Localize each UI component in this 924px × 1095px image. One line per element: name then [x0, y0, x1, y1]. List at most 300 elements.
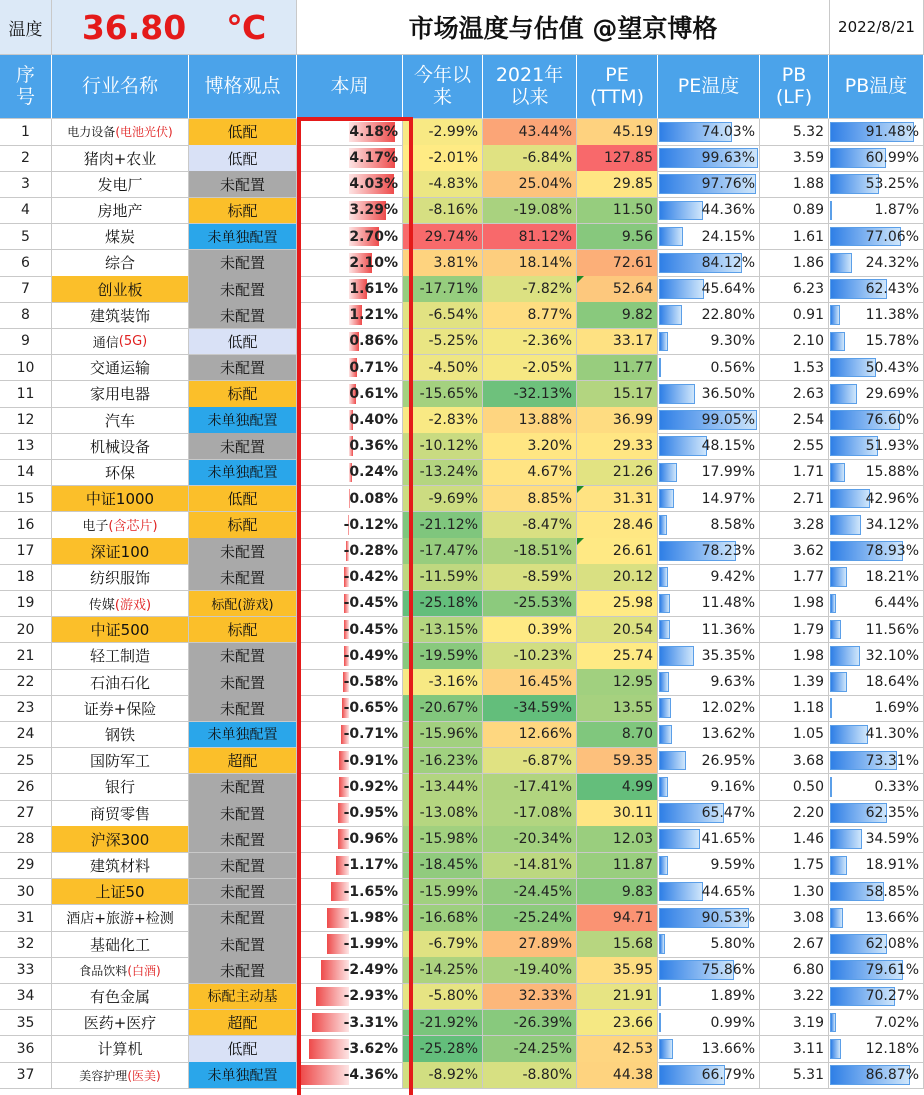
- boge-view: 未配置: [219, 568, 265, 587]
- pb-lf-cell: [760, 302, 829, 329]
- pb-temperature-value: 18.64%: [865, 674, 919, 691]
- since-2021-change-value: 81.12%: [518, 228, 572, 245]
- ytd-change-value: -14.25%: [419, 962, 478, 979]
- week-change-cell: [297, 1010, 403, 1037]
- pe-temperature-value: 78.23%: [701, 543, 755, 560]
- column-header-line: 博格观点: [204, 74, 281, 97]
- week-change-cell: [297, 879, 403, 906]
- column-header-line: PB温度: [844, 74, 908, 97]
- week-change-value: 0.08%: [349, 490, 398, 507]
- since-2021-change-cell: [483, 984, 577, 1011]
- ytd-change-value: -25.18%: [419, 595, 478, 612]
- ytd-change-value: -4.83%: [428, 176, 478, 193]
- industry-name: 食品饮料: [79, 963, 128, 978]
- pe-temperature-cell: [658, 381, 760, 408]
- boge-view: 未配置: [219, 856, 265, 875]
- pb-temperature-bar: [830, 305, 840, 325]
- week-change-value: -1.17%: [343, 857, 398, 874]
- boge-view: 低配: [227, 332, 258, 351]
- date-cell: [830, 0, 924, 55]
- since-2021-change-value: -19.08%: [513, 202, 572, 219]
- pe-temperature-value: 8.58%: [710, 516, 755, 533]
- pe-temperature-bar: [659, 515, 667, 535]
- ytd-change-cell: [403, 460, 483, 487]
- pe-ttm-cell: [577, 407, 658, 434]
- pe-ttm-cell: [577, 564, 658, 591]
- boge-view-cell: [189, 722, 297, 749]
- column-header-label: [590, 65, 644, 109]
- pe-temperature-value: 22.80%: [701, 307, 755, 324]
- ytd-change-cell: [403, 984, 483, 1011]
- pb-temperature-bar: [830, 672, 847, 692]
- pe-temperature-cell: [658, 512, 760, 539]
- pe-temperature-value: 13.62%: [701, 726, 755, 743]
- pe-ttm-value: 11.50: [612, 202, 653, 219]
- row-index-cell: [0, 591, 52, 618]
- row-index-cell: [0, 984, 52, 1011]
- pe-temperature-bar: [659, 384, 695, 404]
- column-header-ytd: [403, 55, 483, 119]
- ytd-change-value: -9.69%: [428, 490, 478, 507]
- pe-temperature-value: 12.02%: [701, 700, 755, 717]
- since-2021-change-cell: [483, 905, 577, 932]
- boge-view-cell: [189, 329, 297, 356]
- since-2021-change-value: 32.33%: [518, 988, 572, 1005]
- pb-temperature-cell: [829, 669, 924, 696]
- row-index: 31: [16, 909, 35, 926]
- since-2021-change-value: 27.89%: [518, 936, 572, 953]
- week-change-cell: [297, 591, 403, 618]
- ytd-change-value: -17.71%: [419, 281, 478, 298]
- pe-ttm-value: 11.77: [612, 359, 653, 376]
- boge-view: 低配: [227, 123, 258, 142]
- ytd-change-value: -25.28%: [419, 1040, 478, 1057]
- pe-temperature-value: 0.56%: [710, 359, 755, 376]
- pe-ttm-cell: [577, 591, 658, 618]
- ytd-change-cell: [403, 800, 483, 827]
- boge-view-cell: [189, 512, 297, 539]
- pe-temperature-value: 9.59%: [710, 857, 755, 874]
- since-2021-change-cell: [483, 669, 577, 696]
- pb-lf-value: 3.08: [792, 909, 824, 926]
- pe-temperature-cell: [658, 643, 760, 670]
- week-change-cell: [297, 460, 403, 487]
- since-2021-change-cell: [483, 931, 577, 958]
- week-change-value: -0.96%: [343, 831, 398, 848]
- pb-temperature-bar: [830, 594, 836, 614]
- since-2021-change-cell: [483, 355, 577, 382]
- pb-temperature-cell: [829, 250, 924, 277]
- industry-name-cell: [52, 145, 189, 172]
- pe-temperature-value: 99.63%: [701, 150, 755, 167]
- pb-lf-cell: [760, 695, 829, 722]
- industry-name: 中证1000: [85, 490, 155, 509]
- row-index: 36: [16, 1040, 35, 1057]
- pe-ttm-value: 12.95: [612, 674, 653, 691]
- pb-temperature-bar: [830, 856, 847, 876]
- industry-name: 钢铁: [104, 725, 135, 744]
- ytd-change-cell: [403, 512, 483, 539]
- pb-temperature-value: 32.10%: [865, 647, 919, 664]
- week-change-value: -3.31%: [343, 1014, 398, 1031]
- pb-temperature-value: 91.48%: [865, 123, 919, 140]
- pe-temperature-bar: [659, 227, 683, 247]
- pb-lf-cell: [760, 617, 829, 644]
- boge-view: 标配: [227, 385, 258, 404]
- ytd-change-value: -19.59%: [419, 647, 478, 664]
- boge-view-cell: [189, 486, 297, 513]
- pe-ttm-value: 52.64: [612, 281, 653, 298]
- boge-view: 超配: [227, 752, 258, 771]
- row-index-cell: [0, 355, 52, 382]
- since-2021-change-value: 3.20%: [527, 438, 572, 455]
- industry-name-cell: [52, 355, 189, 382]
- pe-temperature-bar: [659, 279, 704, 299]
- industry-name: 建筑装饰: [89, 306, 150, 325]
- boge-view: 未配置: [219, 909, 265, 928]
- row-index: 15: [16, 490, 35, 507]
- row-index-cell: [0, 564, 52, 591]
- row-index-cell: [0, 1062, 52, 1089]
- industry-name: 猪肉+农业: [83, 149, 157, 168]
- pe-temperature-cell: [658, 800, 760, 827]
- pb-temperature-bar: [830, 908, 843, 928]
- week-change-value: 0.86%: [349, 333, 398, 350]
- industry-name-highlight: (含芯片): [108, 519, 158, 535]
- pb-lf-value: 3.62: [792, 543, 824, 560]
- industry-name: 美容护理: [79, 1068, 128, 1083]
- pe-temperature-bar: [659, 594, 670, 614]
- boge-view-cell: [189, 984, 297, 1011]
- week-change-cell: [297, 748, 403, 775]
- ytd-change-value: 3.81%: [433, 254, 478, 271]
- week-change-value: 0.40%: [349, 412, 398, 429]
- column-header-week: [297, 55, 403, 119]
- pb-temperature-bar: [830, 489, 870, 509]
- pe-ttm-value: 59.35: [612, 752, 653, 769]
- row-index-cell: [0, 145, 52, 172]
- since-2021-change-value: 16.45%: [518, 674, 572, 691]
- industry-name: 综合: [104, 254, 135, 273]
- industry-name-cell: [52, 1010, 189, 1037]
- pe-temperature-value: 66.79%: [701, 1067, 755, 1084]
- boge-view-cell: [189, 1036, 297, 1063]
- pe-temperature-cell: [658, 695, 760, 722]
- boge-view: 未配置: [219, 437, 265, 456]
- boge-view: 标配: [227, 516, 258, 535]
- boge-view: 未配置: [219, 280, 265, 299]
- pb-temperature-bar: [830, 515, 861, 535]
- industry-name-cell: [52, 669, 189, 696]
- column-header-line: PB: [781, 63, 807, 86]
- week-change-cell: [297, 119, 403, 146]
- boge-view-cell: [189, 538, 297, 565]
- pe-temperature-cell: [658, 1062, 760, 1089]
- ytd-change-value: -5.80%: [428, 988, 478, 1005]
- ytd-change-value: -16.23%: [419, 752, 478, 769]
- pb-temperature-cell: [829, 774, 924, 801]
- week-change-value: -0.28%: [343, 543, 398, 560]
- industry-name-cell: [52, 250, 189, 277]
- pe-temperature-cell: [658, 329, 760, 356]
- since-2021-change-value: 13.88%: [518, 412, 572, 429]
- industry-name-cell: [52, 879, 189, 906]
- pe-temperature-bar: [659, 436, 707, 456]
- industry-name-cell: [52, 198, 189, 225]
- since-2021-change-value: 4.67%: [527, 464, 572, 481]
- industry-name: 电子: [82, 519, 109, 535]
- row-index: 12: [16, 412, 35, 429]
- pb-temperature-value: 15.88%: [865, 464, 919, 481]
- pb-lf-cell: [760, 643, 829, 670]
- since-2021-change-value: -34.59%: [513, 700, 572, 717]
- industry-name: 计算机: [97, 1040, 143, 1059]
- pe-temperature-bar: [659, 777, 668, 797]
- pe-temperature-cell: [658, 853, 760, 880]
- pb-lf-value: 3.19: [792, 1014, 824, 1031]
- industry-name-cell: [52, 774, 189, 801]
- ytd-change-cell: [403, 302, 483, 329]
- industry-name-cell: [52, 617, 189, 644]
- week-change-cell: [297, 145, 403, 172]
- pb-temperature-bar: [830, 384, 857, 404]
- pe-ttm-value: 15.68: [612, 936, 653, 953]
- pb-temperature-cell: [829, 879, 924, 906]
- week-change-value: -1.98%: [343, 909, 398, 926]
- pb-temperature-value: 29.69%: [865, 385, 919, 402]
- week-change-cell: [297, 669, 403, 696]
- industry-name-cell: [52, 538, 189, 565]
- row-index-cell: [0, 826, 52, 853]
- week-change-value: 1.61%: [349, 281, 398, 298]
- since-2021-change-value: -8.80%: [522, 1067, 572, 1084]
- pe-ttm-cell: [577, 171, 658, 198]
- boge-view-cell: [189, 355, 297, 382]
- pe-temperature-cell: [658, 250, 760, 277]
- boge-view-cell: [189, 695, 297, 722]
- pb-temperature-value: 13.66%: [865, 909, 919, 926]
- boge-view-cell: [189, 748, 297, 775]
- week-change-value: -0.45%: [343, 595, 398, 612]
- row-index-cell: [0, 1036, 52, 1063]
- row-index: 1: [21, 123, 30, 140]
- pb-lf-value: 5.31: [792, 1067, 824, 1084]
- pb-temperature-cell: [829, 800, 924, 827]
- since-2021-change-cell: [483, 433, 577, 460]
- row-index: 3: [21, 176, 30, 193]
- row-index: 8: [21, 307, 30, 324]
- boge-view: 未单独配置: [207, 229, 278, 246]
- pe-temperature-value: 0.99%: [710, 1014, 755, 1031]
- week-change-cell: [297, 433, 403, 460]
- pb-temperature-cell: [829, 905, 924, 932]
- pe-ttm-value: 25.74: [612, 647, 653, 664]
- pb-lf-value: 1.75: [792, 857, 824, 874]
- industry-name: 酒店+旅游+检测: [66, 910, 174, 927]
- pe-temperature-cell: [658, 407, 760, 434]
- pe-ttm-value: 8.70: [621, 726, 653, 743]
- pb-lf-cell: [760, 984, 829, 1011]
- pe-temperature-bar: [659, 698, 671, 718]
- pe-temperature-bar: [659, 332, 668, 352]
- since-2021-change-value: 12.66%: [518, 726, 572, 743]
- row-index-cell: [0, 800, 52, 827]
- week-change-cell: [297, 931, 403, 958]
- week-change-cell: [297, 512, 403, 539]
- week-change-value: -0.71%: [343, 726, 398, 743]
- column-header-label: [776, 65, 812, 109]
- pb-temperature-cell: [829, 329, 924, 356]
- pb-lf-cell: [760, 722, 829, 749]
- pb-temperature-cell: [829, 407, 924, 434]
- pe-ttm-value: 29.33: [612, 438, 653, 455]
- column-header-line: 以来: [510, 85, 549, 108]
- pe-ttm-cell: [577, 669, 658, 696]
- pb-temperature-value: 7.02%: [874, 1014, 919, 1031]
- since-2021-change-value: -2.05%: [522, 359, 572, 376]
- pb-temperature-value: 62.43%: [865, 281, 919, 298]
- column-header-line: 来: [432, 85, 452, 108]
- since-2021-change-value: -10.23%: [513, 647, 572, 664]
- row-index: 22: [16, 674, 35, 691]
- ytd-change-cell: [403, 329, 483, 356]
- since-2021-change-value: -24.45%: [513, 883, 572, 900]
- boge-view-cell: [189, 800, 297, 827]
- column-header-label: [330, 76, 368, 98]
- row-index: 11: [16, 385, 35, 402]
- pe-temperature-bar: [659, 882, 703, 902]
- temperature-value-cell: [52, 0, 297, 55]
- boge-view-cell: [189, 119, 297, 146]
- ytd-change-value: 29.74%: [424, 228, 478, 245]
- industry-name-cell: [52, 381, 189, 408]
- industry-name-highlight: (游戏): [114, 597, 152, 613]
- pb-temperature-value: 77.06%: [865, 228, 919, 245]
- industry-name: 通信: [92, 335, 119, 351]
- row-index: 27: [16, 805, 35, 822]
- pe-ttm-cell: [577, 800, 658, 827]
- ytd-change-cell: [403, 957, 483, 984]
- boge-view: 未单独配置: [207, 727, 278, 744]
- pe-temperature-cell: [658, 276, 760, 303]
- column-header-label: [845, 76, 908, 98]
- ytd-change-cell: [403, 276, 483, 303]
- row-index: 29: [16, 857, 35, 874]
- industry-name-cell: [52, 643, 189, 670]
- week-change-cell: [297, 250, 403, 277]
- pe-temperature-cell: [658, 748, 760, 775]
- report-date: 2022/8/21: [838, 18, 915, 36]
- pe-ttm-value: 127.85: [604, 150, 653, 167]
- pb-temperature-value: 79.61%: [865, 962, 919, 979]
- boge-view: 标配: [227, 201, 258, 220]
- ytd-change-value: -15.65%: [419, 385, 478, 402]
- row-index: 28: [16, 831, 35, 848]
- pe-ttm-cell: [577, 853, 658, 880]
- row-index-cell: [0, 957, 52, 984]
- boge-view-cell: [189, 1062, 297, 1089]
- pe-ttm-value: 28.46: [612, 516, 653, 533]
- boge-view-cell: [189, 224, 297, 251]
- pb-lf-cell: [760, 826, 829, 853]
- pb-temperature-value: 62.08%: [865, 936, 919, 953]
- week-change-cell: [297, 302, 403, 329]
- pb-temperature-bar: [830, 567, 847, 587]
- pe-ttm-cell: [577, 276, 658, 303]
- week-change-cell: [297, 1062, 403, 1089]
- since-2021-change-value: -14.81%: [513, 857, 572, 874]
- pb-lf-value: 3.22: [792, 988, 824, 1005]
- week-change-value: -0.58%: [343, 674, 398, 691]
- pe-ttm-cell: [577, 250, 658, 277]
- row-index: 10: [16, 359, 35, 376]
- since-2021-change-cell: [483, 486, 577, 513]
- pb-temperature-value: 70.27%: [865, 988, 919, 1005]
- week-change-cell: [297, 407, 403, 434]
- row-index-cell: [0, 722, 52, 749]
- pb-temperature-value: 76.60%: [865, 412, 919, 429]
- week-change-value: -0.92%: [343, 778, 398, 795]
- industry-name-cell: [52, 1062, 189, 1089]
- pe-temperature-cell: [658, 564, 760, 591]
- boge-view: 未配置: [219, 254, 265, 273]
- industry-name: 基础化工: [89, 935, 150, 954]
- pb-temperature-value: 18.21%: [865, 569, 919, 586]
- pb-temperature-cell: [829, 1062, 924, 1089]
- pb-temperature-cell: [829, 276, 924, 303]
- pe-ttm-value: 30.11: [612, 805, 653, 822]
- since-2021-change-cell: [483, 171, 577, 198]
- pb-temperature-value: 58.85%: [865, 883, 919, 900]
- ytd-change-cell: [403, 433, 483, 460]
- industry-name: 银行: [104, 778, 135, 797]
- industry-name: 交通运输: [89, 359, 150, 378]
- pe-ttm-cell: [577, 617, 658, 644]
- row-index-cell: [0, 1010, 52, 1037]
- ytd-change-cell: [403, 198, 483, 225]
- pb-temperature-cell: [829, 564, 924, 591]
- week-change-value: -4.36%: [343, 1067, 398, 1084]
- row-index: 18: [16, 569, 35, 586]
- pe-temperature-value: 11.48%: [701, 595, 755, 612]
- pb-lf-cell: [760, 145, 829, 172]
- week-change-value: 0.24%: [349, 464, 398, 481]
- industry-name: 环保: [104, 463, 135, 482]
- since-2021-change-cell: [483, 512, 577, 539]
- industry-name-cell: [52, 591, 189, 618]
- week-change-value: -0.95%: [343, 805, 398, 822]
- since-2021-change-cell: [483, 1036, 577, 1063]
- pb-temperature-value: 42.96%: [865, 490, 919, 507]
- pb-temperature-cell: [829, 931, 924, 958]
- pe-ttm-value: 13.55: [612, 700, 653, 717]
- row-index-cell: [0, 931, 52, 958]
- ytd-change-value: -15.99%: [419, 883, 478, 900]
- since-2021-change-value: -18.51%: [513, 543, 572, 560]
- pe-ttm-cell: [577, 905, 658, 932]
- temperature-unit: ℃: [226, 7, 267, 47]
- pb-lf-cell: [760, 433, 829, 460]
- temperature-value: 36.80: [81, 7, 187, 47]
- pb-lf-value: 3.68: [792, 752, 824, 769]
- column-header-pb_temp: [829, 55, 924, 119]
- row-index: 21: [16, 647, 35, 664]
- row-index-cell: [0, 302, 52, 329]
- pb-lf-value: 3.11: [792, 1040, 824, 1057]
- row-index: 23: [16, 700, 35, 717]
- boge-view-cell: [189, 957, 297, 984]
- pe-ttm-cell: [577, 931, 658, 958]
